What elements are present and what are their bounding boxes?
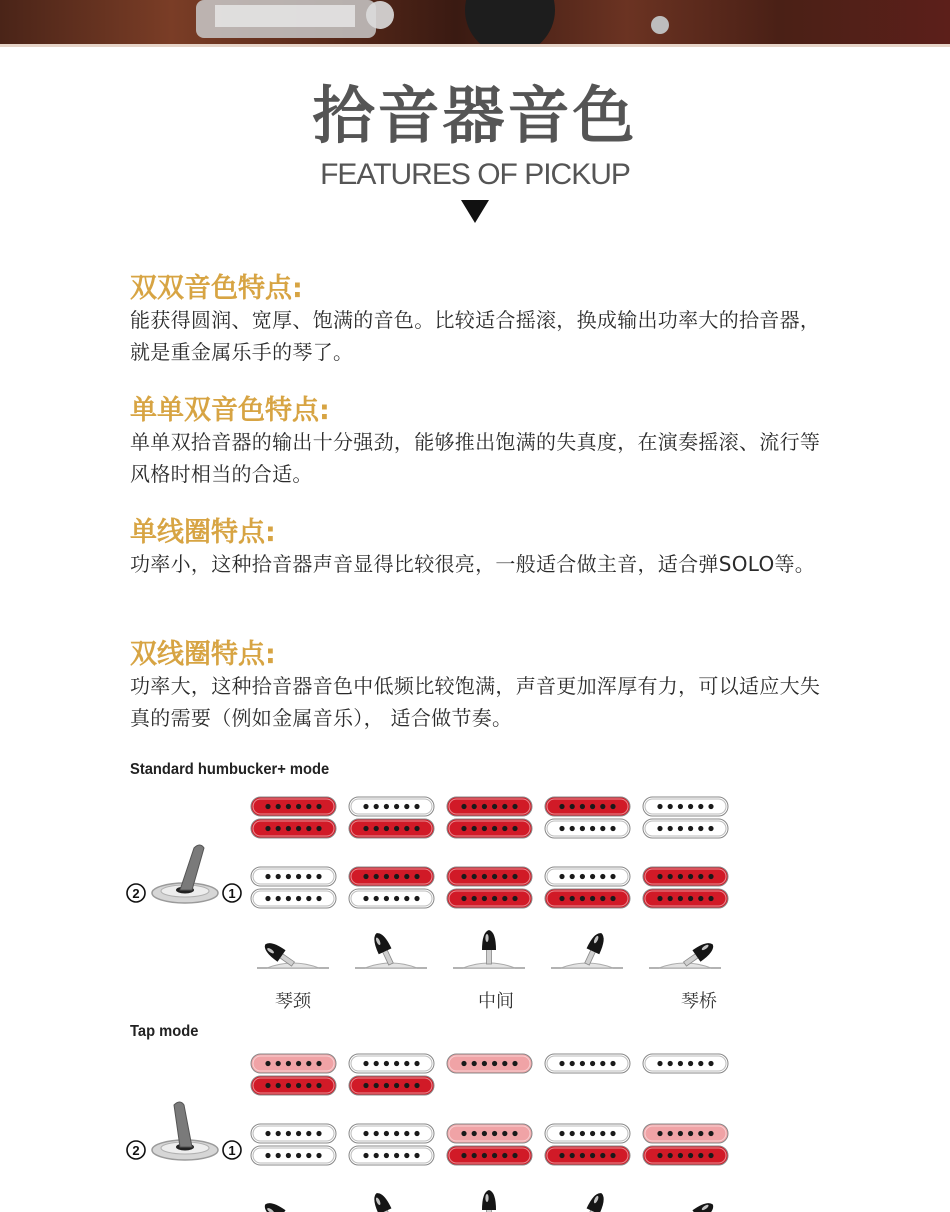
position-label-middle: 中间	[478, 991, 514, 1012]
position-1-label	[223, 884, 241, 902]
pole-piece	[610, 874, 615, 879]
pole-piece	[306, 1131, 311, 1136]
pole-piece	[286, 1061, 291, 1066]
pole-piece	[286, 826, 291, 831]
pole-piece	[698, 826, 703, 831]
pole-piece	[276, 1131, 281, 1136]
pole-piece	[610, 804, 615, 809]
pole-piece	[404, 1061, 409, 1066]
pole-piece	[610, 1061, 615, 1066]
coil-inactive	[251, 1124, 336, 1143]
pole-piece	[404, 1131, 409, 1136]
pole-piece	[688, 804, 693, 809]
pole-piece	[708, 874, 713, 879]
pole-piece	[580, 1061, 585, 1066]
pole-piece	[316, 1061, 321, 1066]
pole-piece	[492, 1061, 497, 1066]
pole-piece	[559, 1061, 564, 1066]
tap-mode-label: Tap mode	[130, 1023, 199, 1040]
feature-title: 双线圈特点:	[130, 639, 276, 670]
pole-piece	[600, 804, 605, 809]
pole-piece	[265, 1083, 270, 1088]
pole-piece	[363, 896, 368, 901]
pole-piece	[668, 874, 673, 879]
pole-piece	[316, 1131, 321, 1136]
selector-position-icon	[257, 1199, 329, 1212]
position-label-neck: 琴颈	[275, 991, 311, 1012]
pole-piece	[482, 1061, 487, 1066]
coil-active	[349, 867, 434, 886]
pole-piece	[570, 804, 575, 809]
coil-active	[447, 797, 532, 816]
coil-inactive	[349, 1054, 434, 1073]
coil-active	[349, 819, 434, 838]
pole-piece	[600, 1153, 605, 1158]
page-subtitle: FEATURES OF PICKUP	[320, 158, 630, 191]
pole-piece	[461, 826, 466, 831]
pole-piece	[570, 1131, 575, 1136]
coil-active	[545, 797, 630, 816]
pole-piece	[698, 1131, 703, 1136]
pole-piece	[590, 1061, 595, 1066]
pole-piece	[394, 826, 399, 831]
pole-piece	[363, 1131, 368, 1136]
pole-piece	[472, 1131, 477, 1136]
pole-piece	[461, 896, 466, 901]
pole-piece	[668, 896, 673, 901]
pole-piece	[708, 826, 713, 831]
coil-active	[447, 1124, 532, 1143]
pole-piece	[512, 896, 517, 901]
pole-piece	[374, 1131, 379, 1136]
pole-piece	[512, 826, 517, 831]
pole-piece	[374, 804, 379, 809]
pole-piece	[296, 896, 301, 901]
feature-title: 双双音色特点:	[130, 273, 303, 304]
coil-active	[251, 819, 336, 838]
pole-piece	[316, 804, 321, 809]
pole-piece	[698, 1153, 703, 1158]
pole-piece	[384, 826, 389, 831]
pole-piece	[316, 826, 321, 831]
position-2-label	[127, 1141, 145, 1159]
selector-position-icon	[551, 1190, 623, 1212]
coil-inactive	[545, 819, 630, 838]
pole-piece	[265, 804, 270, 809]
pole-piece	[374, 896, 379, 901]
selector-position-icon	[551, 930, 623, 968]
coil-inactive	[251, 867, 336, 886]
pole-piece	[512, 1153, 517, 1158]
pole-piece	[296, 1083, 301, 1088]
pole-piece	[610, 896, 615, 901]
pole-piece	[276, 1061, 281, 1066]
pole-piece	[698, 1061, 703, 1066]
pole-piece	[678, 896, 683, 901]
pole-piece	[363, 804, 368, 809]
pole-piece	[492, 874, 497, 879]
coil-active	[251, 797, 336, 816]
standard-mode-label: Standard humbucker+ mode	[130, 761, 330, 778]
pole-piece	[384, 804, 389, 809]
pole-piece	[482, 804, 487, 809]
pole-piece	[296, 1153, 301, 1158]
pole-piece	[668, 1061, 673, 1066]
coil-active	[447, 1054, 532, 1073]
pole-piece	[316, 1153, 321, 1158]
pole-piece	[265, 1153, 270, 1158]
svg-text:1: 1	[228, 1143, 236, 1158]
pole-piece	[610, 826, 615, 831]
pole-piece	[306, 1061, 311, 1066]
pole-piece	[559, 1131, 564, 1136]
coil-inactive	[643, 1054, 728, 1073]
pole-piece	[404, 1083, 409, 1088]
pole-piece	[374, 1153, 379, 1158]
pole-piece	[394, 804, 399, 809]
pole-piece	[286, 1153, 291, 1158]
pole-piece	[600, 874, 605, 879]
coil-active	[447, 889, 532, 908]
pole-piece	[512, 1061, 517, 1066]
pole-piece	[306, 826, 311, 831]
coil-inactive	[545, 867, 630, 886]
pole-piece	[276, 896, 281, 901]
coil-inactive	[349, 889, 434, 908]
pole-piece	[306, 874, 311, 879]
pole-piece	[600, 1131, 605, 1136]
coil-active	[447, 1146, 532, 1165]
pole-piece	[414, 896, 419, 901]
pole-piece	[472, 1153, 477, 1158]
pole-piece	[492, 896, 497, 901]
pole-piece	[492, 1153, 497, 1158]
pole-piece	[394, 1061, 399, 1066]
pole-piece	[492, 804, 497, 809]
pole-piece	[590, 804, 595, 809]
pole-piece	[296, 804, 301, 809]
pole-piece	[461, 804, 466, 809]
pole-piece	[590, 874, 595, 879]
coil-active	[643, 1146, 728, 1165]
pole-piece	[668, 1153, 673, 1158]
coil-inactive	[251, 1146, 336, 1165]
selector-position-icon	[355, 930, 427, 968]
pole-piece	[502, 1153, 507, 1158]
pole-piece	[708, 1153, 713, 1158]
pole-piece	[590, 826, 595, 831]
pole-piece	[286, 804, 291, 809]
pole-piece	[688, 874, 693, 879]
pole-piece	[461, 1131, 466, 1136]
pole-piece	[472, 874, 477, 879]
pole-piece	[472, 896, 477, 901]
pole-piece	[384, 1061, 389, 1066]
pole-piece	[363, 826, 368, 831]
pole-piece	[657, 896, 662, 901]
pole-piece	[580, 804, 585, 809]
pole-piece	[482, 1131, 487, 1136]
pole-piece	[306, 896, 311, 901]
pole-piece	[363, 874, 368, 879]
pole-piece	[472, 826, 477, 831]
toggle-switch-icon	[152, 845, 218, 903]
coil-active	[251, 1054, 336, 1073]
pole-piece	[678, 826, 683, 831]
pole-piece	[678, 804, 683, 809]
pole-piece	[688, 1153, 693, 1158]
pole-piece	[590, 1131, 595, 1136]
pole-piece	[384, 1083, 389, 1088]
feature-text: 功率大，这种拾音器音色中低频比较饱满，声音更加浑厚有力，可以适应大失真的需要（例如金属音乐）， 适合做节奏。	[130, 674, 821, 730]
pole-piece	[374, 874, 379, 879]
pole-piece	[502, 896, 507, 901]
feature-text: 能获得圆润、宽厚、饱满的音色。比较适合摇滚，换成输出功率大的拾音器，就是重金属乐手的琴了。	[130, 308, 821, 364]
pole-piece	[502, 826, 507, 831]
pole-piece	[502, 804, 507, 809]
pole-piece	[668, 826, 673, 831]
position-1-label	[223, 1141, 241, 1159]
pole-piece	[414, 1083, 419, 1088]
pole-piece	[688, 1061, 693, 1066]
feature-title: 单线圈特点:	[130, 517, 276, 548]
pole-piece	[316, 874, 321, 879]
pole-piece	[461, 1061, 466, 1066]
pole-piece	[482, 1153, 487, 1158]
coil-inactive	[545, 1124, 630, 1143]
coil-active	[545, 1146, 630, 1165]
pole-piece	[276, 874, 281, 879]
pole-piece	[394, 896, 399, 901]
pole-piece	[296, 1061, 301, 1066]
pole-piece	[276, 826, 281, 831]
pole-piece	[678, 1131, 683, 1136]
pole-piece	[482, 826, 487, 831]
pole-piece	[316, 1083, 321, 1088]
pole-piece	[374, 1083, 379, 1088]
pole-piece	[276, 1083, 281, 1088]
coil-active	[643, 889, 728, 908]
pole-piece	[404, 896, 409, 901]
pole-piece	[286, 1131, 291, 1136]
coil-active	[447, 867, 532, 886]
coil-inactive	[545, 1054, 630, 1073]
coil-inactive	[251, 889, 336, 908]
pole-piece	[570, 1061, 575, 1066]
pole-piece	[657, 826, 662, 831]
pole-piece	[570, 874, 575, 879]
pole-piece	[668, 1131, 673, 1136]
selector-position-icon	[649, 1199, 721, 1212]
pole-piece	[580, 1131, 585, 1136]
feature-text: 单单双拾音器的输出十分强劲，能够推出饱满的失真度，在演奏摇滚、流行等风格时相当的合适。	[130, 430, 821, 486]
pole-piece	[404, 804, 409, 809]
pole-piece	[657, 1131, 662, 1136]
pole-piece	[286, 874, 291, 879]
svg-text:2: 2	[132, 886, 140, 901]
coil-inactive	[349, 1124, 434, 1143]
pole-piece	[678, 874, 683, 879]
pole-piece	[688, 896, 693, 901]
pole-piece	[384, 1131, 389, 1136]
pole-piece	[559, 804, 564, 809]
pole-piece	[678, 1061, 683, 1066]
pole-piece	[492, 1131, 497, 1136]
coil-active	[545, 889, 630, 908]
position-label-bridge: 琴桥	[681, 991, 717, 1012]
pole-piece	[688, 826, 693, 831]
pole-piece	[698, 804, 703, 809]
feature-text: 功率小，这种拾音器声音显得比较很亮，一般适合做主音，适合弹SOLO等。	[130, 552, 816, 576]
pole-piece	[276, 1153, 281, 1158]
selector-position-icon	[453, 1190, 525, 1212]
pole-piece	[570, 896, 575, 901]
pole-piece	[363, 1153, 368, 1158]
pole-piece	[492, 826, 497, 831]
coil-inactive	[643, 797, 728, 816]
pole-piece	[374, 1061, 379, 1066]
pole-piece	[600, 826, 605, 831]
pole-piece	[708, 1061, 713, 1066]
pole-piece	[610, 1131, 615, 1136]
pole-piece	[461, 1153, 466, 1158]
pole-piece	[610, 1153, 615, 1158]
coil-active	[349, 1076, 434, 1095]
coil-inactive	[643, 819, 728, 838]
pole-piece	[394, 1153, 399, 1158]
coil-inactive	[349, 1146, 434, 1165]
selector-position-icon	[355, 1190, 427, 1212]
feature-title: 单单双音色特点:	[130, 395, 330, 426]
page-title: 拾音器音色	[312, 79, 638, 152]
pole-piece	[296, 874, 301, 879]
pole-piece	[590, 1153, 595, 1158]
pole-piece	[600, 896, 605, 901]
selector-position-icon	[649, 939, 721, 970]
coil-active	[251, 1076, 336, 1095]
selector-position-icon	[453, 930, 525, 968]
pole-piece	[414, 804, 419, 809]
pole-piece	[306, 1083, 311, 1088]
pole-piece	[657, 1061, 662, 1066]
pole-piece	[404, 1153, 409, 1158]
pole-piece	[296, 1131, 301, 1136]
pole-piece	[580, 874, 585, 879]
pole-piece	[570, 826, 575, 831]
pole-piece	[570, 1153, 575, 1158]
pole-piece	[276, 804, 281, 809]
pole-piece	[404, 874, 409, 879]
pole-piece	[698, 874, 703, 879]
pole-piece	[414, 1061, 419, 1066]
pole-piece	[559, 896, 564, 901]
pole-piece	[286, 896, 291, 901]
pole-piece	[512, 804, 517, 809]
svg-text:2: 2	[132, 1143, 140, 1158]
position-2-label	[127, 884, 145, 902]
coil-active	[643, 867, 728, 886]
pole-piece	[482, 874, 487, 879]
pole-piece	[472, 804, 477, 809]
pole-piece	[404, 826, 409, 831]
pole-piece	[580, 826, 585, 831]
pole-piece	[502, 1061, 507, 1066]
pole-piece	[394, 874, 399, 879]
pole-piece	[559, 874, 564, 879]
pole-piece	[384, 1153, 389, 1158]
pole-piece	[657, 1153, 662, 1158]
pole-piece	[414, 1131, 419, 1136]
pole-piece	[472, 1061, 477, 1066]
pole-piece	[461, 874, 466, 879]
selector-position-icon	[257, 939, 329, 970]
pole-piece	[296, 826, 301, 831]
pole-piece	[657, 874, 662, 879]
pole-piece	[384, 874, 389, 879]
pole-piece	[265, 874, 270, 879]
pole-piece	[580, 1153, 585, 1158]
pole-piece	[502, 874, 507, 879]
pole-piece	[590, 896, 595, 901]
pole-piece	[394, 1083, 399, 1088]
pole-piece	[414, 1153, 419, 1158]
pole-piece	[559, 826, 564, 831]
pole-piece	[374, 826, 379, 831]
toggle-switch-icon	[152, 1102, 218, 1160]
pole-piece	[559, 1153, 564, 1158]
pole-piece	[708, 1131, 713, 1136]
pole-piece	[363, 1061, 368, 1066]
pole-piece	[306, 804, 311, 809]
pole-piece	[265, 1061, 270, 1066]
coil-active	[447, 819, 532, 838]
pole-piece	[316, 896, 321, 901]
pole-piece	[363, 1083, 368, 1088]
pole-piece	[698, 896, 703, 901]
coil-active	[643, 1124, 728, 1143]
pole-piece	[708, 804, 713, 809]
pole-piece	[394, 1131, 399, 1136]
pole-piece	[512, 1131, 517, 1136]
pole-piece	[482, 896, 487, 901]
pole-piece	[286, 1083, 291, 1088]
pole-piece	[265, 896, 270, 901]
pole-piece	[668, 804, 673, 809]
pole-piece	[306, 1153, 311, 1158]
pole-piece	[708, 896, 713, 901]
pole-piece	[688, 1131, 693, 1136]
pole-piece	[265, 826, 270, 831]
pole-piece	[265, 1131, 270, 1136]
pole-piece	[657, 804, 662, 809]
pole-piece	[512, 874, 517, 879]
coil-inactive	[349, 797, 434, 816]
pole-piece	[414, 874, 419, 879]
pole-piece	[414, 826, 419, 831]
pole-piece	[384, 896, 389, 901]
svg-text:1: 1	[228, 886, 236, 901]
pole-piece	[600, 1061, 605, 1066]
pole-piece	[502, 1131, 507, 1136]
pole-piece	[580, 896, 585, 901]
pole-piece	[678, 1153, 683, 1158]
